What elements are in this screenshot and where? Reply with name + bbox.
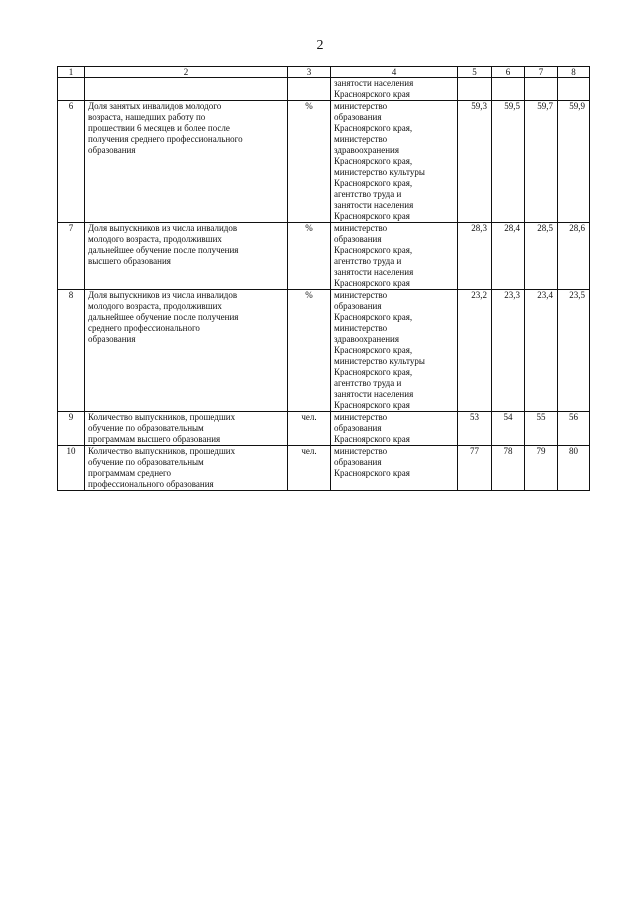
indicator-name-line: среднего профессионального — [88, 323, 200, 333]
value-8: 59,9 — [558, 101, 590, 223]
value-7: 59,7 — [525, 101, 558, 223]
row-number: 7 — [58, 223, 85, 290]
responsible-line: Красноярского края, — [334, 123, 413, 133]
responsible-line: Красноярского края — [334, 400, 410, 410]
indicator-name-line: образования — [88, 145, 136, 155]
responsible-line: Красноярского края, — [334, 345, 413, 355]
indicator-name-line: Доля выпускников из числа инвалидов — [88, 290, 238, 300]
value-8: 56 — [558, 412, 590, 446]
unit-cell — [288, 78, 331, 101]
header-cell-7: 7 — [525, 67, 558, 78]
table-row — [58, 412, 590, 446]
responsible-line: Красноярского края — [334, 468, 410, 478]
header-cell-5: 5 — [458, 67, 492, 78]
responsible-cell — [331, 290, 458, 412]
responsible-line: занятости населения — [334, 267, 414, 277]
unit-cell: % — [288, 290, 331, 412]
responsible-line: министерство — [334, 323, 388, 333]
responsible-line: занятости населения — [334, 200, 414, 210]
responsible-line: агентство труда и — [334, 256, 402, 266]
responsible-line: образования — [334, 423, 382, 433]
responsible-line: Красноярского края, — [334, 156, 413, 166]
indicator-name-line: программам высшего образования — [88, 434, 221, 444]
row-number — [58, 78, 85, 101]
header-cell-8: 8 — [558, 67, 590, 78]
indicator-name — [85, 101, 288, 223]
indicator-name — [85, 223, 288, 290]
indicator-name-line: Количество выпускников, прошедших — [88, 446, 236, 456]
indicator-name-line: Количество выпускников, прошедших — [88, 412, 236, 422]
responsible-line: министерство — [334, 290, 388, 300]
responsible-cell — [331, 101, 458, 223]
responsible-line: министерство — [334, 223, 388, 233]
indicator-name-line: профессионального образования — [88, 479, 214, 489]
indicator-name-line: молодого возраста, продолживших — [88, 301, 222, 311]
responsible-line: министерство — [334, 101, 388, 111]
header-cell-2: 2 — [85, 67, 288, 78]
responsible-line: здравоохранения — [334, 145, 400, 155]
unit-cell: % — [288, 223, 331, 290]
indicator-name-line: высшего образования — [88, 256, 171, 266]
value-7: 79 — [525, 446, 558, 491]
value-5: 77 — [458, 446, 492, 491]
responsible-line: министерство — [334, 134, 388, 144]
header-row — [58, 67, 590, 78]
value-8 — [558, 78, 590, 101]
row-number: 10 — [58, 446, 85, 491]
indicator-name-line: программам среднего — [88, 468, 171, 478]
indicator-name-line: прошествии 6 месяцев и более после — [88, 123, 230, 133]
value-6: 78 — [492, 446, 525, 491]
responsible-line: Красноярского края — [334, 211, 410, 221]
responsible-line: агентство труда и — [334, 189, 402, 199]
indicator-name-line: обучение по образовательным — [88, 457, 204, 467]
table-row — [58, 446, 590, 491]
responsible-line: образования — [334, 112, 382, 122]
responsible-cell — [331, 412, 458, 446]
row-number: 9 — [58, 412, 85, 446]
indicator-name-line: Доля выпускников из числа инвалидов — [88, 223, 238, 233]
value-6: 28,4 — [492, 223, 525, 290]
responsible-line: Красноярского края — [334, 89, 410, 99]
value-5: 28,3 — [458, 223, 492, 290]
indicator-name-line: Доля занятых инвалидов молодого — [88, 101, 222, 111]
unit-cell: чел. — [288, 412, 331, 446]
value-6: 59,5 — [492, 101, 525, 223]
value-5: 59,3 — [458, 101, 492, 223]
responsible-line: Красноярского края, — [334, 178, 413, 188]
responsible-line: министерство культуры — [334, 167, 425, 177]
indicator-name — [85, 412, 288, 446]
responsible-line: министерство — [334, 446, 388, 456]
header-cell-6: 6 — [492, 67, 525, 78]
responsible-line: министерство культуры — [334, 356, 425, 366]
header-cell-1: 1 — [58, 67, 85, 78]
indicator-name — [85, 290, 288, 412]
indicator-name-line: получения среднего профессионального — [88, 134, 243, 144]
header-cell-4: 4 — [331, 67, 458, 78]
responsible-line: Красноярского края, — [334, 312, 413, 322]
responsible-line: образования — [334, 457, 382, 467]
value-8: 28,6 — [558, 223, 590, 290]
responsible-line: образования — [334, 234, 382, 244]
value-8: 23,5 — [558, 290, 590, 412]
responsible-cell — [331, 446, 458, 491]
value-5: 53 — [458, 412, 492, 446]
value-8: 80 — [558, 446, 590, 491]
table-row — [58, 78, 590, 101]
responsible-cell — [331, 78, 458, 101]
page-number: 2 — [316, 38, 324, 53]
value-6: 54 — [492, 412, 525, 446]
value-7: 23,4 — [525, 290, 558, 412]
row-number: 6 — [58, 101, 85, 223]
responsible-line: Красноярского края, — [334, 245, 413, 255]
value-7 — [525, 78, 558, 101]
table-row — [58, 290, 590, 412]
value-5: 23,2 — [458, 290, 492, 412]
row-number: 8 — [58, 290, 85, 412]
unit-cell: % — [288, 101, 331, 223]
value-6: 23,3 — [492, 290, 525, 412]
indicator-name-line: молодого возраста, продолживших — [88, 234, 222, 244]
responsible-line: занятости населения — [334, 389, 414, 399]
value-5 — [458, 78, 492, 101]
indicator-name — [85, 78, 288, 101]
indicator-name-line: возраста, нашедших работу по — [88, 112, 206, 122]
value-6 — [492, 78, 525, 101]
responsible-line: Красноярского края, — [334, 367, 413, 377]
indicator-name-line: дальнейшее обучение после получения — [88, 312, 239, 322]
value-7: 28,5 — [525, 223, 558, 290]
responsible-line: агентство труда и — [334, 378, 402, 388]
responsible-line: Красноярского края — [334, 434, 410, 444]
responsible-line: Красноярского края — [334, 278, 410, 288]
table-body — [58, 78, 590, 491]
table-row — [58, 223, 590, 290]
value-7: 55 — [525, 412, 558, 446]
header-cell-3: 3 — [288, 67, 331, 78]
responsible-line: министерство — [334, 412, 388, 422]
indicator-name — [85, 446, 288, 491]
indicators-table — [57, 66, 590, 491]
responsible-line: образования — [334, 301, 382, 311]
table-row — [58, 101, 590, 223]
responsible-line: занятости населения — [334, 78, 414, 88]
responsible-cell — [331, 223, 458, 290]
unit-cell: чел. — [288, 446, 331, 491]
indicator-name-line: образования — [88, 334, 136, 344]
responsible-line: здравоохранения — [334, 334, 400, 344]
indicator-name-line: обучение по образовательным — [88, 423, 204, 433]
indicator-name-line: дальнейшее обучение после получения — [88, 245, 239, 255]
